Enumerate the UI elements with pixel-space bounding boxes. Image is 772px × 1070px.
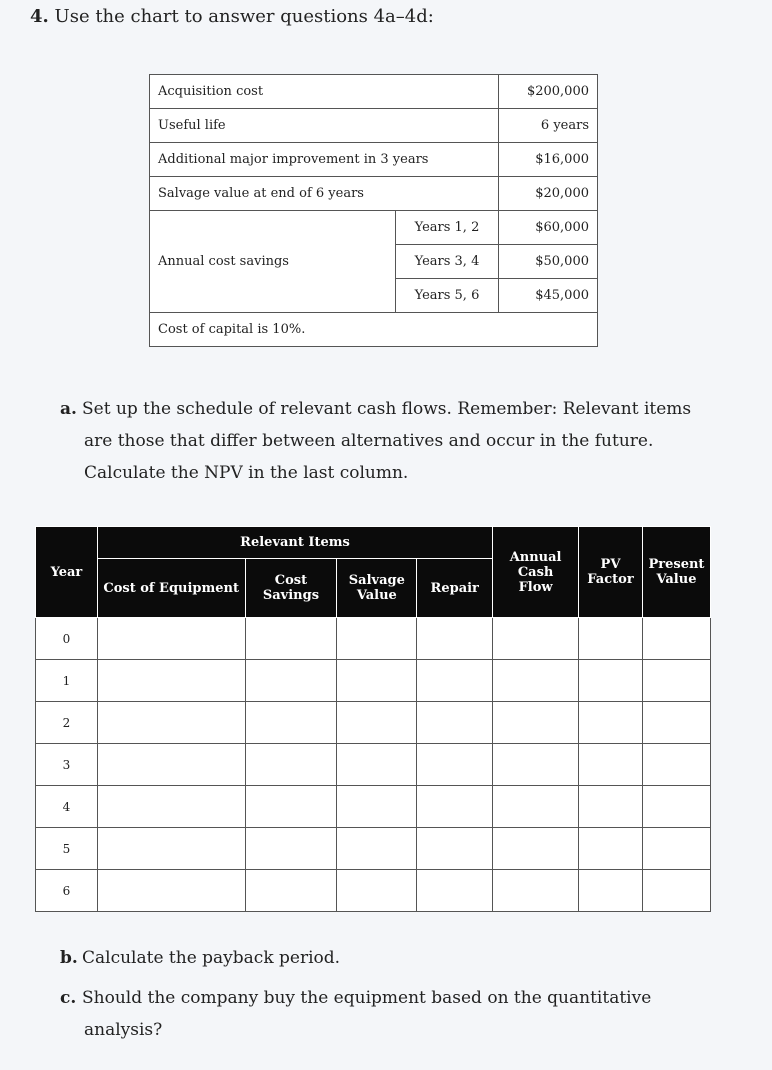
answer-cell[interactable] <box>493 786 579 828</box>
year-cell: 0 <box>36 618 98 660</box>
answer-cell[interactable] <box>579 786 643 828</box>
answer-cell[interactable] <box>97 870 245 912</box>
answer-cell[interactable] <box>579 828 643 870</box>
answer-cell[interactable] <box>579 660 643 702</box>
answer-cell[interactable] <box>642 786 710 828</box>
year-cell: 1 <box>36 660 98 702</box>
answer-cell[interactable] <box>245 744 337 786</box>
answer-cell[interactable] <box>97 618 245 660</box>
part-b-label: b. <box>60 948 78 968</box>
part-c-label: c. <box>60 988 77 1008</box>
answer-cell[interactable] <box>245 786 337 828</box>
answer-cell[interactable] <box>417 828 493 870</box>
answer-cell[interactable] <box>245 870 337 912</box>
parts-b-c <box>60 942 720 1046</box>
answer-cell[interactable] <box>493 618 579 660</box>
acquisition-cost-value: $200,000 <box>499 75 598 109</box>
part-a <box>60 393 720 489</box>
answer-cell[interactable] <box>579 744 643 786</box>
answer-cell[interactable] <box>642 618 710 660</box>
part-a-label: a. <box>60 399 77 419</box>
answer-cell[interactable] <box>579 702 643 744</box>
answer-cell[interactable] <box>337 786 417 828</box>
improvement-label: Additional major improvement in 3 years <box>150 143 499 177</box>
answer-cell[interactable] <box>337 870 417 912</box>
salvage-label: Salvage value at end of 6 years <box>150 177 499 211</box>
year-cell: 2 <box>36 702 98 744</box>
question-heading <box>30 6 434 27</box>
answer-cell[interactable] <box>97 744 245 786</box>
improvement-value: $16,000 <box>499 143 598 177</box>
answer-cell[interactable] <box>579 870 643 912</box>
table-row <box>36 870 711 912</box>
savings-years-1-2: Years 1, 2 <box>396 211 499 245</box>
answer-cell[interactable] <box>642 870 710 912</box>
table-row <box>36 660 711 702</box>
annual-savings-label: Annual cost savings <box>150 211 396 313</box>
part-c-line-2: analysis? <box>84 1020 163 1040</box>
answer-cell[interactable] <box>417 870 493 912</box>
useful-life-label: Useful life <box>150 109 499 143</box>
answer-cell[interactable] <box>97 786 245 828</box>
part-c-line-1: Should the company buy the equipment based on the quantitative <box>82 988 652 1008</box>
question-number: 4. <box>30 6 49 27</box>
answer-cell[interactable] <box>642 828 710 870</box>
acquisition-cost-label: Acquisition cost <box>150 75 499 109</box>
year-cell: 5 <box>36 828 98 870</box>
answer-cell[interactable] <box>493 870 579 912</box>
savings-value-3-4: $50,000 <box>499 245 598 279</box>
answer-cell[interactable] <box>417 618 493 660</box>
answer-cell[interactable] <box>417 786 493 828</box>
answer-cell[interactable] <box>642 660 710 702</box>
answer-cell[interactable] <box>245 702 337 744</box>
answer-cell[interactable] <box>337 660 417 702</box>
answer-cell[interactable] <box>417 744 493 786</box>
answer-cell[interactable] <box>417 702 493 744</box>
table-row <box>36 744 711 786</box>
cash-flow-table <box>35 526 711 912</box>
savings-years-3-4: Years 3, 4 <box>396 245 499 279</box>
part-a-line-1: Set up the schedule of relevant cash flows. Remember: Relevant items <box>82 399 692 419</box>
answer-cell[interactable] <box>337 618 417 660</box>
question-text: Use the chart to answer questions 4a–4d: <box>54 6 434 27</box>
cost-savings-header: Cost Savings <box>245 559 337 618</box>
savings-value-5-6: $45,000 <box>499 279 598 313</box>
table-row <box>36 618 711 660</box>
answer-cell[interactable] <box>245 618 337 660</box>
savings-value-1-2: $60,000 <box>499 211 598 245</box>
year-header: Year <box>36 527 98 618</box>
answer-cell[interactable] <box>642 744 710 786</box>
useful-life-value: 6 years <box>499 109 598 143</box>
year-cell: 4 <box>36 786 98 828</box>
answer-cell[interactable] <box>97 702 245 744</box>
salvage-value-header: Salvage Value <box>337 559 417 618</box>
answer-cell[interactable] <box>337 828 417 870</box>
part-a-line-3: Calculate the NPV in the last column. <box>84 463 409 483</box>
table-row <box>36 786 711 828</box>
answer-cell[interactable] <box>97 828 245 870</box>
answer-cell[interactable] <box>337 702 417 744</box>
answer-cell[interactable] <box>417 660 493 702</box>
table-row <box>36 828 711 870</box>
savings-years-5-6: Years 5, 6 <box>396 279 499 313</box>
year-cell: 3 <box>36 744 98 786</box>
answer-cell[interactable] <box>579 618 643 660</box>
answer-cell[interactable] <box>337 744 417 786</box>
answer-cell[interactable] <box>642 702 710 744</box>
part-b-text: Calculate the payback period. <box>82 948 341 968</box>
answer-cell[interactable] <box>245 660 337 702</box>
cost-of-equipment-header: Cost of Equipment <box>97 559 245 618</box>
answer-cell[interactable] <box>493 828 579 870</box>
year-cell: 6 <box>36 870 98 912</box>
answer-cell[interactable] <box>245 828 337 870</box>
annual-cash-flow-header: Annual Cash Flow <box>493 527 579 618</box>
salvage-value: $20,000 <box>499 177 598 211</box>
answer-cell[interactable] <box>493 702 579 744</box>
present-value-header: Present Value <box>642 527 710 618</box>
part-a-line-2: are those that differ between alternatives and occur in the future. <box>84 431 654 451</box>
repair-header: Repair <box>417 559 493 618</box>
pv-factor-header: PV Factor <box>579 527 643 618</box>
table-row <box>36 702 711 744</box>
cost-of-capital: Cost of capital is 10%. <box>150 313 598 347</box>
answer-cell[interactable] <box>493 660 579 702</box>
data-table <box>149 74 598 347</box>
relevant-items-header: Relevant Items <box>97 527 492 559</box>
answer-cell[interactable] <box>97 660 245 702</box>
answer-cell[interactable] <box>493 744 579 786</box>
